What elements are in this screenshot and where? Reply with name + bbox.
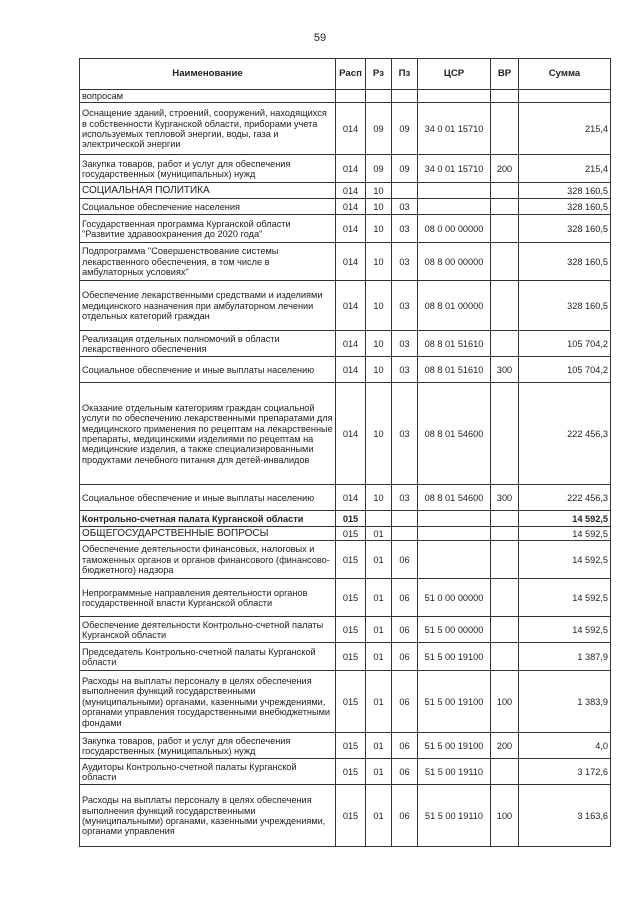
row-pz: 03	[392, 243, 418, 281]
row-csr: 51 5 00 19100	[418, 643, 491, 671]
row-name: Контрольно-счетная палата Курганской области	[80, 511, 336, 527]
row-name: Государственная программа Курганской области "Развитие здравоохранения до 2020 года"	[80, 215, 336, 243]
row-sum	[519, 90, 611, 103]
row-vr: 200	[491, 155, 519, 183]
table-row	[80, 785, 611, 847]
row-vr: 300	[491, 485, 519, 511]
row-sum: 4,0	[519, 733, 611, 759]
row-rasp: 014	[336, 155, 366, 183]
row-rz: 10	[366, 199, 392, 215]
row-name: Закупка товаров, работ и услуг для обеспечения государственных (муниципальных) нужд	[80, 155, 336, 183]
row-name: Подпрограмма "Совершенствование системы лекарственного обеспечения, в том числе в амбулаторных условиях"	[80, 243, 336, 281]
header-name: Наименование	[80, 59, 336, 90]
row-pz	[392, 527, 418, 541]
budget-table	[79, 58, 611, 847]
row-pz: 03	[392, 357, 418, 383]
row-sum: 14 592,5	[519, 541, 611, 579]
row-pz: 06	[392, 541, 418, 579]
row-sum: 1 387,9	[519, 643, 611, 671]
row-vr	[491, 215, 519, 243]
row-rz: 01	[366, 579, 392, 617]
row-csr	[418, 541, 491, 579]
row-rz: 01	[366, 759, 392, 785]
row-pz: 06	[392, 733, 418, 759]
row-vr	[491, 90, 519, 103]
row-vr: 200	[491, 733, 519, 759]
row-vr	[491, 383, 519, 485]
row-rasp: 015	[336, 643, 366, 671]
row-rasp: 015	[336, 527, 366, 541]
row-sum: 14 592,5	[519, 527, 611, 541]
row-sum: 14 592,5	[519, 579, 611, 617]
row-rz: 01	[366, 527, 392, 541]
row-pz	[392, 511, 418, 527]
row-name: вопросам	[80, 90, 336, 103]
row-name: Обеспечение деятельности Контрольно-счетной палаты Курганской области	[80, 617, 336, 643]
row-vr	[491, 199, 519, 215]
row-pz: 03	[392, 485, 418, 511]
row-vr	[491, 243, 519, 281]
row-name: СОЦИАЛЬНАЯ ПОЛИТИКА	[80, 183, 336, 199]
table-row	[80, 383, 611, 485]
row-csr: 08 8 01 51610	[418, 331, 491, 357]
row-csr	[418, 183, 491, 199]
row-rz: 01	[366, 671, 392, 733]
table-row	[80, 243, 611, 281]
row-csr	[418, 527, 491, 541]
row-sum: 105 704,2	[519, 331, 611, 357]
header-rz: Рз	[366, 59, 392, 90]
row-pz: 03	[392, 331, 418, 357]
table-row	[80, 281, 611, 331]
row-rz: 09	[366, 155, 392, 183]
row-csr: 51 5 00 19110	[418, 759, 491, 785]
row-csr	[418, 90, 491, 103]
row-rasp: 014	[336, 383, 366, 485]
table-row	[80, 485, 611, 511]
row-vr	[491, 331, 519, 357]
row-rz: 10	[366, 331, 392, 357]
table-header-row	[80, 59, 611, 90]
row-rz: 10	[366, 281, 392, 331]
row-csr: 51 0 00 00000	[418, 579, 491, 617]
table-row	[80, 733, 611, 759]
row-name: Обеспечение лекарственными средствами и изделиями медицинского назначения при амбулаторном лечении отдельных категорий граждан	[80, 281, 336, 331]
row-rasp: 014	[336, 357, 366, 383]
row-vr	[491, 643, 519, 671]
row-csr: 08 8 00 00000	[418, 243, 491, 281]
row-name: Оказание отдельным категориям граждан социальной услуги по обеспечению лекарственными препаратами для медицинского применения по рецептам на лекарственные препараты, медицинскими изделиями по рецептам на медицинские изделия, а также специализированными продуктами лечебного питания для детей-инвалидов	[80, 383, 336, 485]
row-csr: 08 8 01 54600	[418, 383, 491, 485]
row-rz: 10	[366, 485, 392, 511]
row-pz: 06	[392, 759, 418, 785]
row-sum: 328 160,5	[519, 243, 611, 281]
row-pz: 06	[392, 643, 418, 671]
row-rz: 10	[366, 357, 392, 383]
row-name: Председатель Контрольно-счетной палаты Курганской области	[80, 643, 336, 671]
row-name: Реализация отдельных полномочий в области лекарственного обеспечения	[80, 331, 336, 357]
row-csr: 08 8 01 54600	[418, 485, 491, 511]
row-rasp: 015	[336, 785, 366, 847]
row-rz: 10	[366, 383, 392, 485]
row-pz: 03	[392, 199, 418, 215]
row-csr: 51 5 00 19100	[418, 733, 491, 759]
row-name: Обеспечение деятельности финансовых, налоговых и таможенных органов и органов финансового (финансово-бюджетного) надзора	[80, 541, 336, 579]
header-sum: Сумма	[519, 59, 611, 90]
row-rz: 01	[366, 617, 392, 643]
row-sum: 222 456,3	[519, 485, 611, 511]
row-csr: 08 8 01 51610	[418, 357, 491, 383]
row-rz: 01	[366, 643, 392, 671]
row-csr: 08 0 00 00000	[418, 215, 491, 243]
row-sum: 328 160,5	[519, 183, 611, 199]
row-rz: 01	[366, 785, 392, 847]
row-rasp: 014	[336, 215, 366, 243]
row-csr: 34 0 01 15710	[418, 103, 491, 155]
row-sum: 3 163,6	[519, 785, 611, 847]
row-rasp: 014	[336, 485, 366, 511]
row-csr: 34 0 01 15710	[418, 155, 491, 183]
row-rz: 01	[366, 541, 392, 579]
row-rasp: 015	[336, 671, 366, 733]
row-rz: 10	[366, 215, 392, 243]
table-row	[80, 199, 611, 215]
row-vr	[491, 527, 519, 541]
table-row	[80, 643, 611, 671]
row-rasp: 015	[336, 579, 366, 617]
row-sum: 1 383,9	[519, 671, 611, 733]
header-pz: Пз	[392, 59, 418, 90]
table-row	[80, 215, 611, 243]
row-name: Закупка товаров, работ и услуг для обеспечения государственных (муниципальных) нужд	[80, 733, 336, 759]
table-row	[80, 331, 611, 357]
row-rasp: 014	[336, 199, 366, 215]
row-csr: 51 5 00 19110	[418, 785, 491, 847]
table-row	[80, 511, 611, 527]
row-pz: 09	[392, 103, 418, 155]
row-csr	[418, 511, 491, 527]
row-sum: 222 456,3	[519, 383, 611, 485]
row-vr: 100	[491, 671, 519, 733]
row-name: Расходы на выплаты персоналу в целях обеспечения выполнения функций государственными (муниципальными) органами, казенными учреждениями, органами управления государственными внебюджетными фондами	[80, 671, 336, 733]
row-vr	[491, 281, 519, 331]
table-row	[80, 103, 611, 155]
row-vr	[491, 541, 519, 579]
row-sum: 328 160,5	[519, 199, 611, 215]
row-rz	[366, 90, 392, 103]
row-pz: 03	[392, 383, 418, 485]
row-vr	[491, 617, 519, 643]
row-pz	[392, 183, 418, 199]
row-rasp	[336, 90, 366, 103]
row-sum: 14 592,5	[519, 617, 611, 643]
row-name: Непрограммные направления деятельности органов государственной власти Курганской области	[80, 579, 336, 617]
row-csr	[418, 199, 491, 215]
row-pz: 03	[392, 281, 418, 331]
row-name: Оснащение зданий, строений, сооружений, находящихся в собственности Курганской области, приборами учета используемых тепловой энергии, воды, газа и электрической энергии	[80, 103, 336, 155]
table-row	[80, 579, 611, 617]
row-vr	[491, 759, 519, 785]
table-row	[80, 90, 611, 103]
page-number: 59	[313, 32, 327, 44]
row-name: Социальное обеспечение и иные выплаты населению	[80, 357, 336, 383]
row-rasp: 015	[336, 733, 366, 759]
row-sum: 215,4	[519, 103, 611, 155]
row-rasp: 015	[336, 617, 366, 643]
table-row	[80, 617, 611, 643]
row-rasp: 015	[336, 541, 366, 579]
table-row	[80, 155, 611, 183]
row-name: Социальное обеспечение населения	[80, 199, 336, 215]
row-rasp: 014	[336, 103, 366, 155]
row-rz: 09	[366, 103, 392, 155]
row-rasp: 014	[336, 243, 366, 281]
row-rz: 01	[366, 733, 392, 759]
row-pz: 03	[392, 215, 418, 243]
row-vr	[491, 579, 519, 617]
row-vr	[491, 183, 519, 199]
row-pz: 06	[392, 785, 418, 847]
header-csr: ЦСР	[418, 59, 491, 90]
row-name: ОБЩЕГОСУДАРСТВЕННЫЕ ВОПРОСЫ	[80, 527, 336, 541]
table-row	[80, 671, 611, 733]
row-rasp: 014	[336, 281, 366, 331]
row-name: Расходы на выплаты персоналу в целях обеспечения выполнения функций государственными (муниципальными) органами, казенными учреждениями, органами управления	[80, 785, 336, 847]
row-sum: 328 160,5	[519, 281, 611, 331]
row-pz: 06	[392, 579, 418, 617]
header-rasp: Расп	[336, 59, 366, 90]
row-rasp: 014	[336, 331, 366, 357]
table-row	[80, 183, 611, 199]
row-pz	[392, 90, 418, 103]
table-row	[80, 759, 611, 785]
header-vr: ВР	[491, 59, 519, 90]
row-pz: 06	[392, 617, 418, 643]
row-pz: 06	[392, 671, 418, 733]
row-pz: 09	[392, 155, 418, 183]
table-row	[80, 527, 611, 541]
row-rz	[366, 511, 392, 527]
row-name: Аудиторы Контрольно-счетной палаты Курганской области	[80, 759, 336, 785]
row-sum: 328 160,5	[519, 215, 611, 243]
table-row	[80, 541, 611, 579]
row-vr: 300	[491, 357, 519, 383]
row-sum: 105 704,2	[519, 357, 611, 383]
row-vr	[491, 511, 519, 527]
row-csr: 51 5 00 00000	[418, 617, 491, 643]
row-rasp: 015	[336, 759, 366, 785]
row-sum: 215,4	[519, 155, 611, 183]
row-sum: 14 592,5	[519, 511, 611, 527]
table-row	[80, 357, 611, 383]
row-csr: 51 5 00 19100	[418, 671, 491, 733]
row-sum: 3 172,6	[519, 759, 611, 785]
row-vr: 100	[491, 785, 519, 847]
row-rasp: 014	[336, 183, 366, 199]
row-rasp: 015	[336, 511, 366, 527]
row-rz: 10	[366, 183, 392, 199]
row-csr: 08 8 01 00000	[418, 281, 491, 331]
row-rz: 10	[366, 243, 392, 281]
row-vr	[491, 103, 519, 155]
row-name: Социальное обеспечение и иные выплаты населению	[80, 485, 336, 511]
